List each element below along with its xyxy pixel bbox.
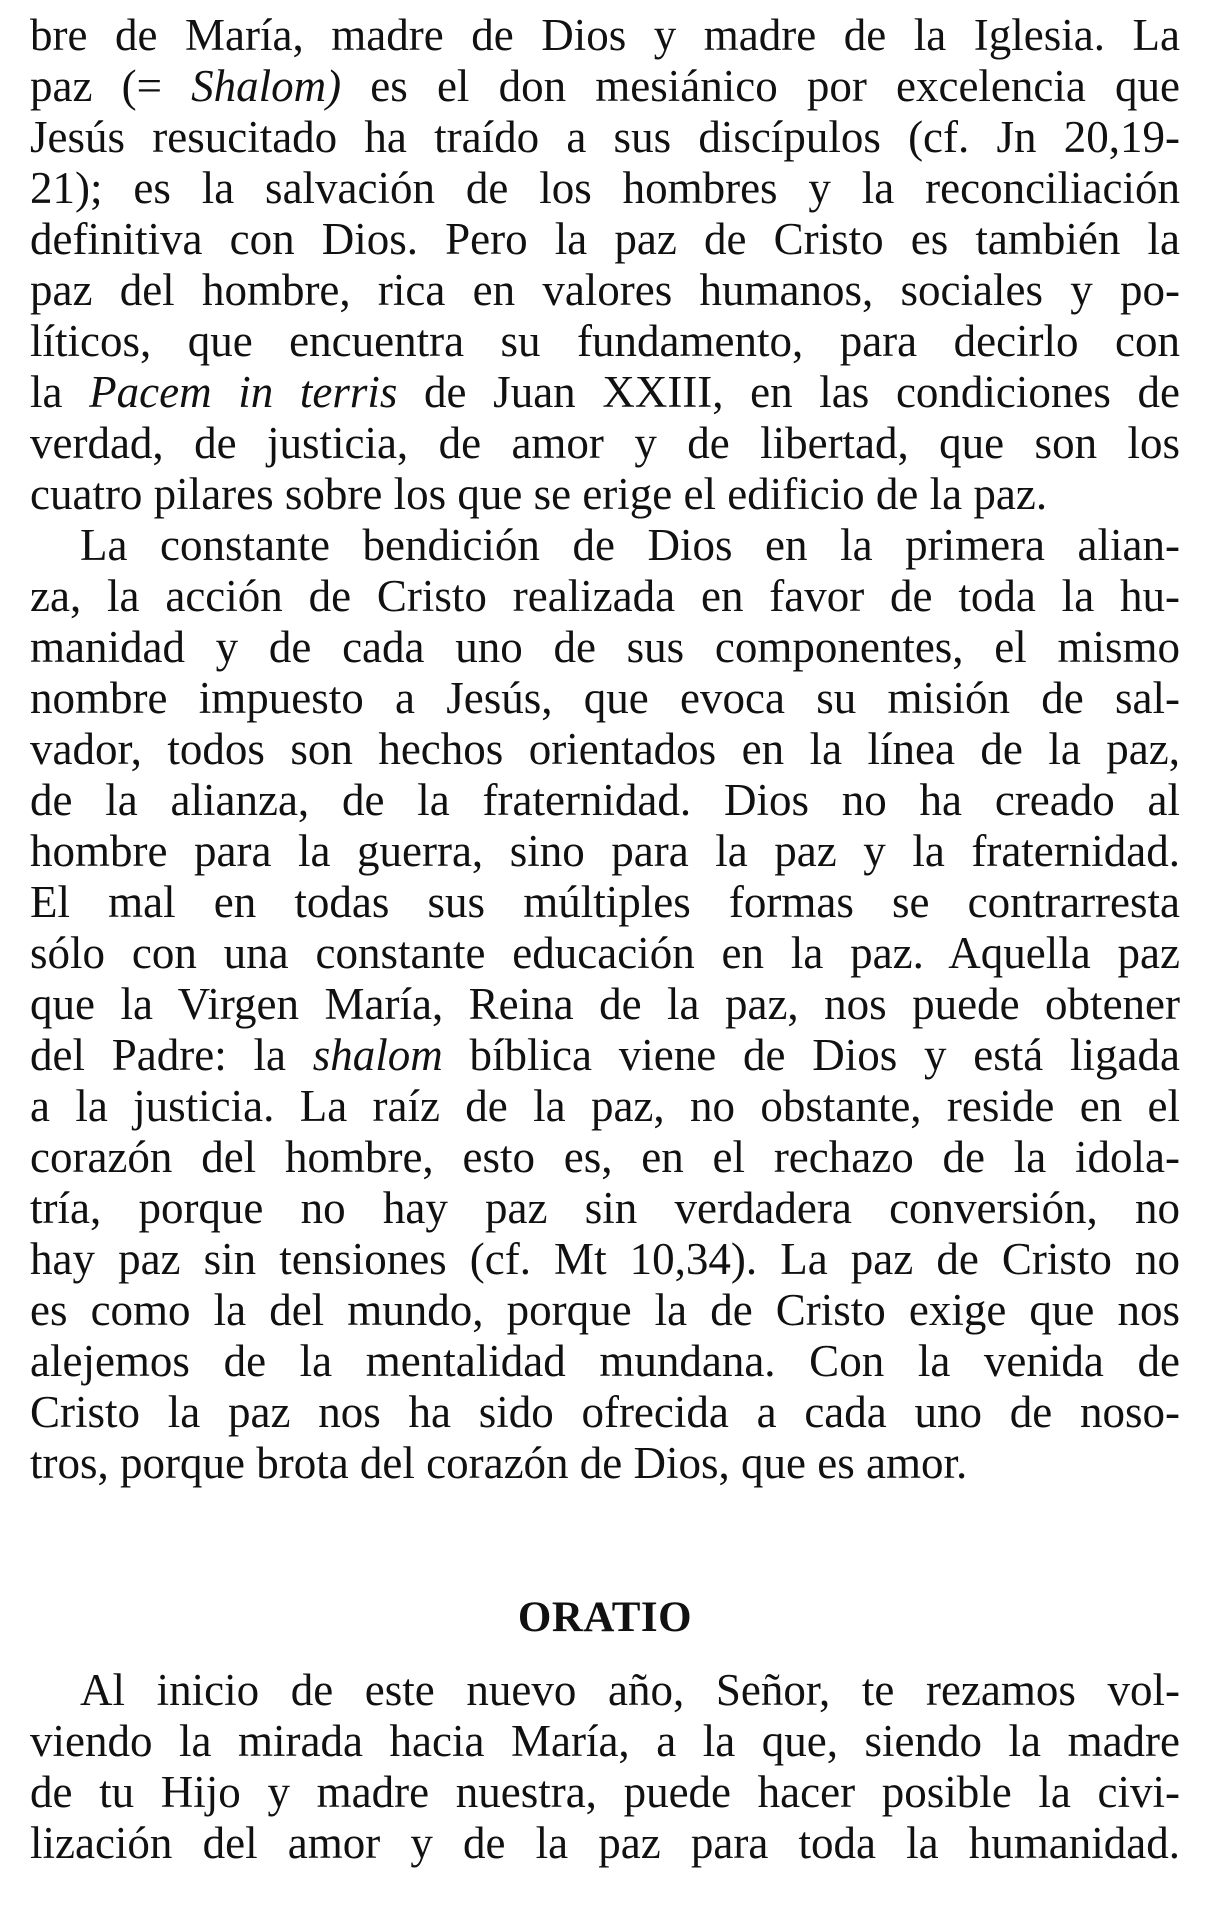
text-line: alejemos de la mentalidad mundana. Con la venida de	[30, 1336, 1180, 1386]
italic-text: Shalom)	[191, 61, 342, 111]
text-line: a la justicia. La raíz de la paz, no obstante, reside en el	[30, 1081, 1180, 1131]
text-line: líticos, que encuentra su fundamento, para decirlo con	[30, 316, 1180, 366]
text-line: Jesús resucitado ha traído a sus discípulos (cf. Jn 20,19-	[30, 112, 1180, 162]
text-line: vador, todos son hechos orientados en la línea de la paz,	[30, 724, 1180, 774]
text-line: del Padre: la shalom bíblica viene de Dios y está ligada	[30, 1030, 1180, 1080]
text-line: viendo la mirada hacia María, a la que, siendo la madre	[30, 1716, 1180, 1766]
text-line: corazón del hombre, esto es, en el rechazo de la idola-	[30, 1132, 1180, 1182]
text-line: tría, porque no hay paz sin verdadera conversión, no	[30, 1183, 1180, 1233]
text-line: nombre impuesto a Jesús, que evoca su misión de sal-	[30, 673, 1180, 723]
text-line: Cristo la paz nos ha sido ofrecida a cada uno de noso-	[30, 1387, 1180, 1437]
text-line: la Pacem in terris de Juan XXIII, en las condiciones de	[30, 367, 1180, 417]
text-line: 21); es la salvación de los hombres y la reconciliación	[30, 163, 1180, 213]
text-line: bre de María, madre de Dios y madre de la Iglesia. La	[30, 10, 1180, 60]
text-line: definitiva con Dios. Pero la paz de Cristo es también la	[30, 214, 1180, 264]
text-line: que la Virgen María, Reina de la paz, nos puede obtener	[30, 979, 1180, 1029]
italic-text: Pacem in terris	[89, 367, 398, 417]
text-line: sólo con una constante educación en la paz. Aquella paz	[30, 928, 1180, 978]
paragraph-2	[30, 520, 1180, 1489]
text-line: Al inicio de este nuevo año, Señor, te rezamos vol-	[80, 1665, 1180, 1715]
text-line: hombre para la guerra, sino para la paz y la fraternidad.	[30, 826, 1180, 876]
text-line: tros, porque brota del corazón de Dios, que es amor.	[30, 1438, 968, 1488]
paragraph-1	[30, 10, 1180, 520]
text-line: cuatro pilares sobre los que se erige el edificio de la paz.	[30, 469, 1048, 519]
text-line: hay paz sin tensiones (cf. Mt 10,34). La paz de Cristo no	[30, 1234, 1180, 1284]
oratio-paragraph	[30, 1665, 1180, 1869]
italic-text: shalom	[312, 1030, 443, 1080]
text-line: za, la acción de Cristo realizada en favor de toda la hu-	[30, 571, 1180, 621]
text-line: La constante bendición de Dios en la primera alian-	[80, 520, 1180, 570]
text-line: paz del hombre, rica en valores humanos, sociales y po-	[30, 265, 1180, 315]
text-line: manidad y de cada uno de sus componentes, el mismo	[30, 622, 1180, 672]
text-line: de la alianza, de la fraternidad. Dios no ha creado al	[30, 775, 1180, 825]
text-line: lización del amor y de la paz para toda la humanidad.	[30, 1818, 1180, 1868]
text-line: verdad, de justicia, de amor y de libertad, que son los	[30, 418, 1180, 468]
text-line: es como la del mundo, porque la de Cristo exige que nos	[30, 1285, 1180, 1335]
spacer	[30, 1489, 1180, 1592]
text-line: paz (= Shalom) es el don mesiánico por excelencia que	[30, 61, 1180, 111]
spacer	[30, 1643, 1180, 1665]
section-heading: ORATIO	[517, 1594, 693, 1641]
document-page	[30, 10, 1180, 1869]
text-line: de tu Hijo y madre nuestra, puede hacer posible la civi-	[30, 1767, 1180, 1817]
text-line: El mal en todas sus múltiples formas se contrarresta	[30, 877, 1180, 927]
